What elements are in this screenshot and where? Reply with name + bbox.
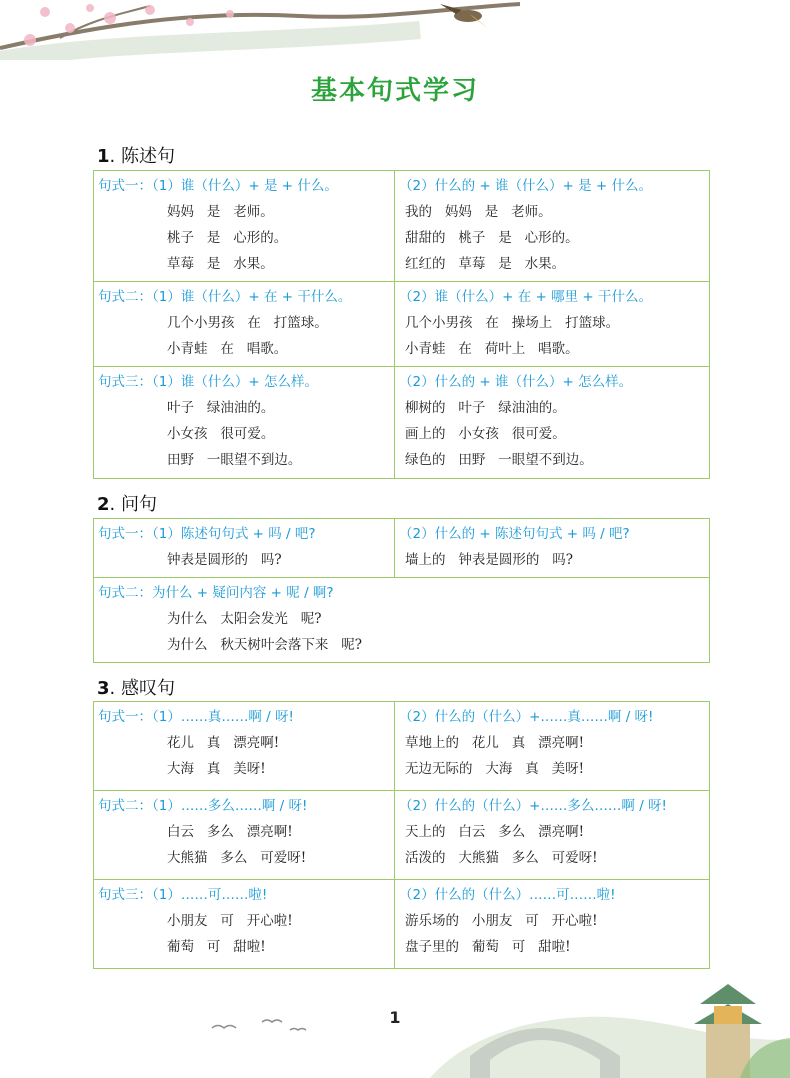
example-line: 柳树的 叶子 绿油油的。 [405,400,566,416]
table-row [94,880,710,969]
pattern-label: 句式三：（1）谁（什么）+ 怎么样。 [98,374,318,390]
example-line: 草地上的 花儿 真 漂亮啊! [405,735,585,751]
table-row [94,282,710,367]
example-line: 葡萄 可 甜啦! [167,939,266,955]
pattern-label: 句式一：（1）陈述句句式 + 吗 / 吧? [98,526,316,542]
example-line: 为什么 秋天树叶会落下来 呢? [167,637,362,653]
branch-blossom-illustration [0,0,790,60]
example-line: 为什么 太阳会发光 呢? [167,611,322,627]
example-line: 小女孩 很可爱。 [167,426,275,442]
pattern-label: （2）什么的（什么）+……真……啊 / 呀! [399,709,654,725]
example-line: 甜甜的 桃子 是 心形的。 [405,230,579,246]
statement-table [93,170,710,479]
example-line: 白云 多么 漂亮啊! [167,824,293,840]
example-line: 几个小男孩 在 打篮球。 [167,315,328,331]
table-row [94,367,710,479]
example-line: 游乐场的 小朋友 可 开心啦! [405,913,598,929]
example-line: 田野 一眼望不到边。 [167,452,302,468]
pattern-label: （2）什么的 + 谁（什么）+ 是 + 什么。 [399,178,652,194]
example-line: 几个小男孩 在 操场上 打篮球。 [405,315,620,331]
example-line: 桃子 是 心形的。 [167,230,288,246]
pattern-label: （2）什么的 + 陈述句句式 + 吗 / 吧? [399,526,630,542]
pattern-label: （2）什么的（什么）……可……啦! [399,887,616,903]
example-line: 妈妈 是 老师。 [167,204,274,220]
pattern-label: （2）谁（什么）+ 在 + 哪里 + 干什么。 [399,289,652,305]
pattern-label: 句式一：（1）谁（什么）+ 是 + 什么。 [98,178,338,194]
pattern-label: （2）什么的（什么）+……多么……啊 / 呀! [399,798,667,814]
example-line: 绿色的 田野 一眼望不到边。 [405,452,593,468]
example-line: 画上的 小女孩 很可爱。 [405,426,566,442]
example-line: 大海 真 美呀! [167,761,266,777]
section-heading-question: 2. 问句 [97,494,157,515]
example-line: 小青蛙 在 荷叶上 唱歌。 [405,341,579,357]
example-line: 小朋友 可 开心啦! [167,913,293,929]
example-line: 活泼的 大熊猫 多么 可爱呀! [405,850,598,866]
pattern-label: 句式三：（1）……可……啦! [98,887,268,903]
example-line: 我的 妈妈 是 老师。 [405,204,552,220]
pattern-label: 句式一：（1）……真……啊 / 呀! [98,709,294,725]
pattern-label: 句式二：为什么 + 疑问内容 + 呢 / 啊? [98,585,334,601]
question-table [93,518,710,663]
example-line: 天上的 白云 多么 漂亮啊! [405,824,585,840]
table-row [94,578,710,663]
example-line: 叶子 绿油油的。 [167,400,275,416]
table-row [94,171,710,282]
pattern-label: （2）什么的 + 谁（什么）+ 怎么样。 [399,374,633,390]
example-line: 盘子里的 葡萄 可 甜啦! [405,939,571,955]
example-line: 小青蛙 在 唱歌。 [167,341,288,357]
table-row [94,702,710,791]
section-heading-exclamation: 3. 感叹句 [97,678,175,699]
example-line: 草莓 是 水果。 [167,256,274,272]
pattern-label: 句式二：（1）……多么……啊 / 呀! [98,798,308,814]
table-row [94,519,710,578]
page-title: 基本句式学习 [310,76,479,106]
example-line: 红红的 草莓 是 水果。 [405,256,566,272]
example-line: 无边无际的 大海 真 美呀! [405,761,585,777]
table-row [94,791,710,880]
example-line: 花儿 真 漂亮啊! [167,735,280,751]
example-line: 墙上的 钟表是圆形的 吗? [405,552,573,568]
page-number: 1 [389,1008,401,1027]
pattern-label: 句式二：（1）谁（什么）+ 在 + 干什么。 [98,289,352,305]
example-line: 钟表是圆形的 吗? [167,552,282,568]
section-heading-statement: 1. 陈述句 [97,146,175,167]
exclamation-table [93,701,710,969]
example-line: 大熊猫 多么 可爱呀! [167,850,307,866]
